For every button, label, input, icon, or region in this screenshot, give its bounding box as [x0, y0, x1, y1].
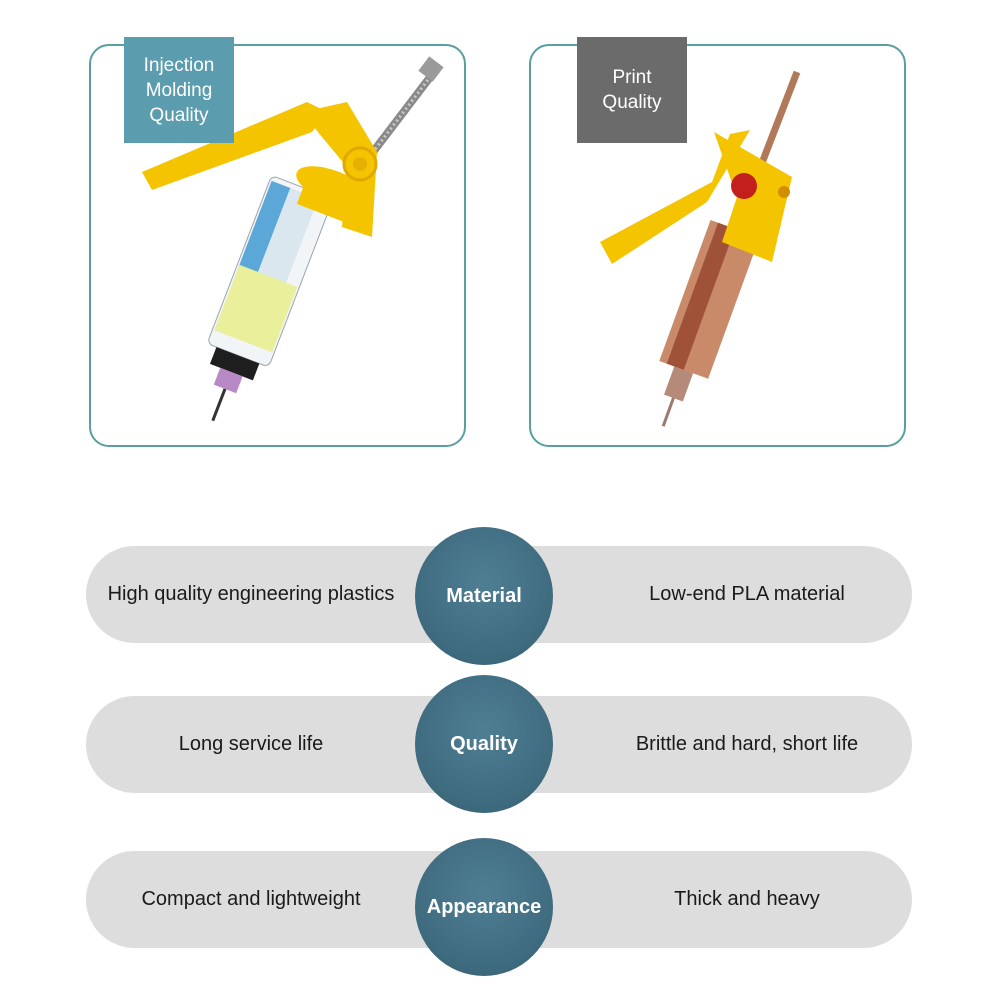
- print-quality-card: [529, 44, 906, 447]
- print-value: Low-end PLA material: [649, 583, 845, 605]
- injection-value: Compact and lightweight: [141, 888, 361, 910]
- print-value: Brittle and hard, short life: [635, 733, 859, 755]
- injection-molding-tag: Injection Molding Quality: [124, 37, 234, 143]
- print-value: Thick and heavy: [674, 888, 820, 910]
- print-quality-tag: Print Quality: [577, 37, 687, 143]
- injection-value: Long service life: [178, 733, 324, 755]
- category-badge-material: Material: [415, 527, 553, 665]
- category-badge-appearance: Appearance: [415, 838, 553, 976]
- category-badge-quality: Quality: [415, 675, 553, 813]
- injection-value: High quality engineering plastics: [107, 583, 395, 605]
- injection-molding-card: [89, 44, 466, 447]
